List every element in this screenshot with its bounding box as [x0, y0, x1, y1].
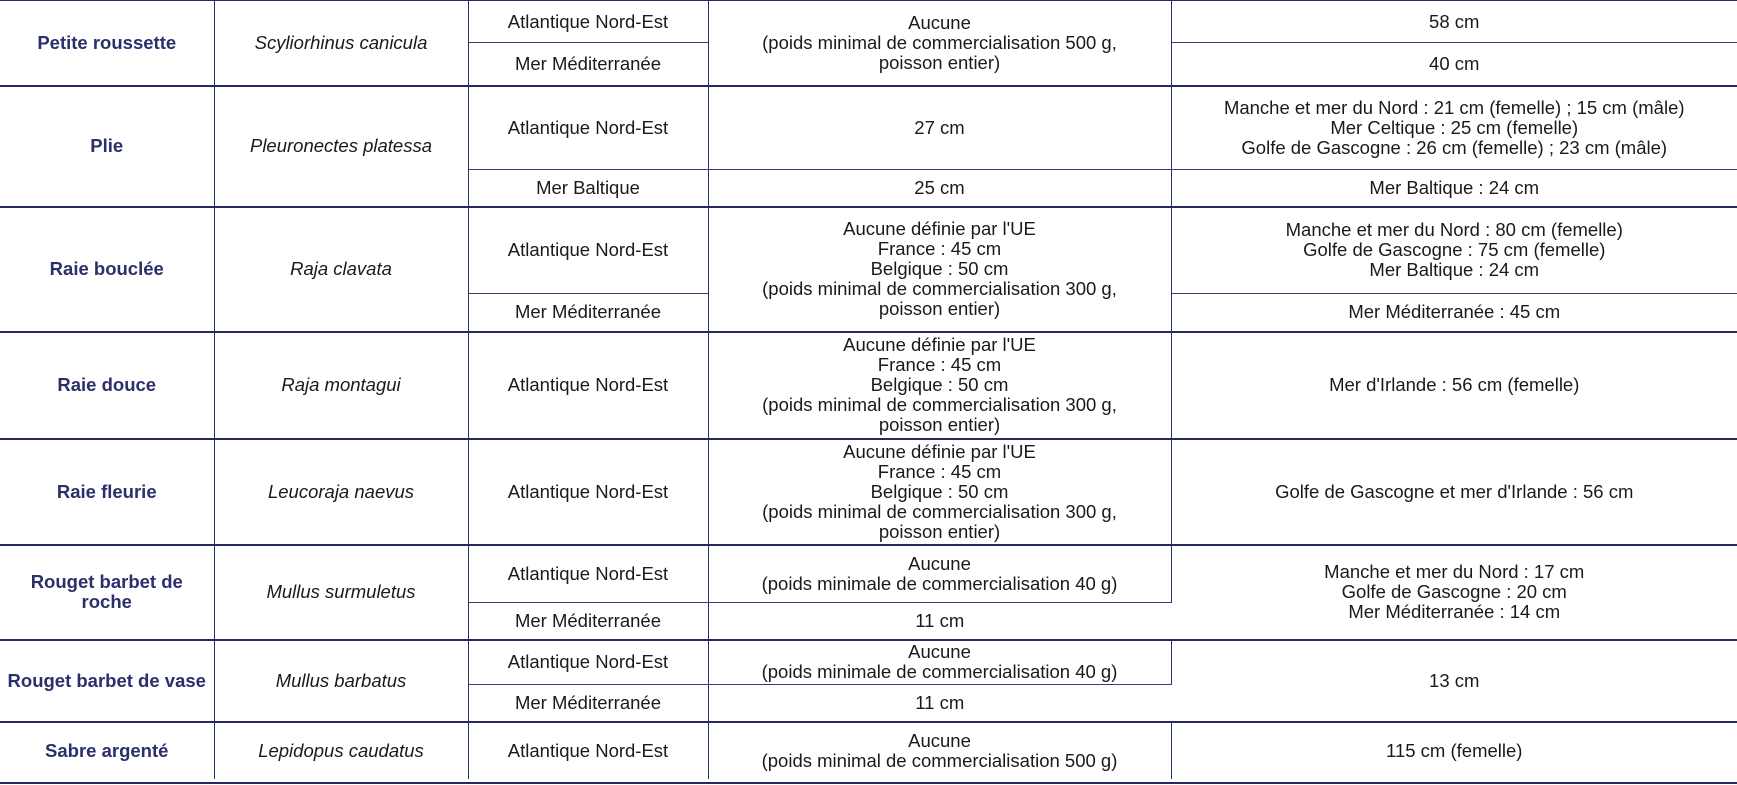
fishing-zone: Atlantique Nord-Est: [468, 640, 708, 685]
fishing-zone: Atlantique Nord-Est: [468, 545, 708, 603]
table-row: [0, 1, 1737, 43]
species-common-name: Rouget barbet de vase: [0, 640, 214, 722]
species-scientific-name: Scyliorhinus canicula: [214, 1, 468, 86]
table-row: [0, 640, 1737, 685]
fishing-zone: Mer Baltique: [468, 170, 708, 207]
species-common-name: Sabre argenté: [0, 722, 214, 779]
maturity-size: 13 cm: [1171, 640, 1737, 722]
species-scientific-name: Leucoraja naevus: [214, 439, 468, 545]
fishing-zone: Atlantique Nord-Est: [468, 439, 708, 545]
table-row: [0, 722, 1737, 779]
species-scientific-name: Lepidopus caudatus: [214, 722, 468, 779]
species-common-name: Raie bouclée: [0, 207, 214, 332]
species-common-name: Petite roussette: [0, 1, 214, 86]
commercial-size: Aucune définie par l'UE France : 45 cm Belgique : 50 cm (poids minimal de commercialisation 300 g, poisson entier): [708, 207, 1171, 332]
maturity-size: Mer Baltique : 24 cm: [1369, 176, 1540, 198]
commercial-size: Aucune (poids minimale de commercialisation 40 g): [708, 545, 1171, 603]
table-row: [0, 545, 1737, 603]
maturity-size: Manche et mer du Nord : 17 cm Golfe de Gascogne : 20 cm Mer Méditerranée : 14 cm: [1171, 545, 1737, 640]
species-common-name: Raie fleurie: [0, 439, 214, 545]
maturity-size: Golfe de Gascogne et mer d'Irlande : 56 cm: [1171, 439, 1737, 545]
fishing-zone: Mer Méditerranée: [468, 43, 708, 86]
table-row: [0, 332, 1737, 439]
fishing-zone: Atlantique Nord-Est: [468, 86, 708, 170]
fishing-zone: Mer Méditerranée: [468, 685, 708, 722]
fishing-zone: Atlantique Nord-Est: [468, 1, 708, 43]
table-bottom-rule: [0, 782, 1737, 784]
maturity-size: Mer Méditerranée : 45 cm: [1348, 301, 1561, 323]
fishing-zone: Atlantique Nord-Est: [468, 332, 708, 439]
fishing-zone: Mer Méditerranée: [468, 603, 708, 640]
fishing-zone: Atlantique Nord-Est: [468, 207, 708, 294]
species-scientific-name: Mullus surmuletus: [214, 545, 468, 640]
commercial-size: Aucune définie par l'UE France : 45 cm Belgique : 50 cm (poids minimal de commercialisation 300 g, poisson entier): [708, 332, 1171, 439]
commercial-size: 11 cm: [915, 691, 965, 713]
maturity-size: 58 cm: [1171, 1, 1737, 43]
table-row: [0, 207, 1737, 294]
species-common-name: Rouget barbet de roche: [0, 545, 214, 640]
species-scientific-name: Mullus barbatus: [214, 640, 468, 722]
table-row: [0, 439, 1737, 545]
commercial-size: 25 cm: [708, 170, 1171, 207]
commercial-size: Aucune (poids minimal de commercialisation 500 g): [708, 722, 1171, 779]
commercial-size: Aucune (poids minimale de commercialisation 40 g): [708, 640, 1171, 685]
maturity-size: Mer d'Irlande : 56 cm (femelle): [1171, 332, 1737, 439]
commercial-size: Aucune (poids minimal de commercialisation 500 g, poisson entier): [708, 1, 1171, 86]
species-scientific-name: Raja clavata: [214, 207, 468, 332]
species-common-name: Raie douce: [0, 332, 214, 439]
species-common-name: Plie: [0, 86, 214, 207]
maturity-size: Manche et mer du Nord : 21 cm (femelle) ; 15 cm (mâle) Mer Celtique : 25 cm (femelle) Golfe de Gascogne : 26 cm (femelle) ; 23 cm (mâle): [1171, 86, 1737, 170]
fishing-zone: Atlantique Nord-Est: [468, 722, 708, 779]
maturity-size: 115 cm (femelle): [1171, 722, 1737, 779]
table-row: [0, 86, 1737, 170]
commercial-size: Aucune définie par l'UE France : 45 cm Belgique : 50 cm (poids minimal de commercialisation 300 g, poisson entier): [708, 439, 1171, 545]
commercial-size: 11 cm: [915, 609, 965, 631]
maturity-size: 40 cm: [1429, 52, 1480, 74]
fishing-zone: Mer Méditerranée: [468, 294, 708, 332]
maturity-size: Manche et mer du Nord : 80 cm (femelle) Golfe de Gascogne : 75 cm (femelle) Mer Baltique : 24 cm: [1171, 207, 1737, 294]
commercial-size: 27 cm: [708, 86, 1171, 170]
species-scientific-name: Pleuronectes platessa: [214, 86, 468, 207]
species-scientific-name: Raja montagui: [214, 332, 468, 439]
